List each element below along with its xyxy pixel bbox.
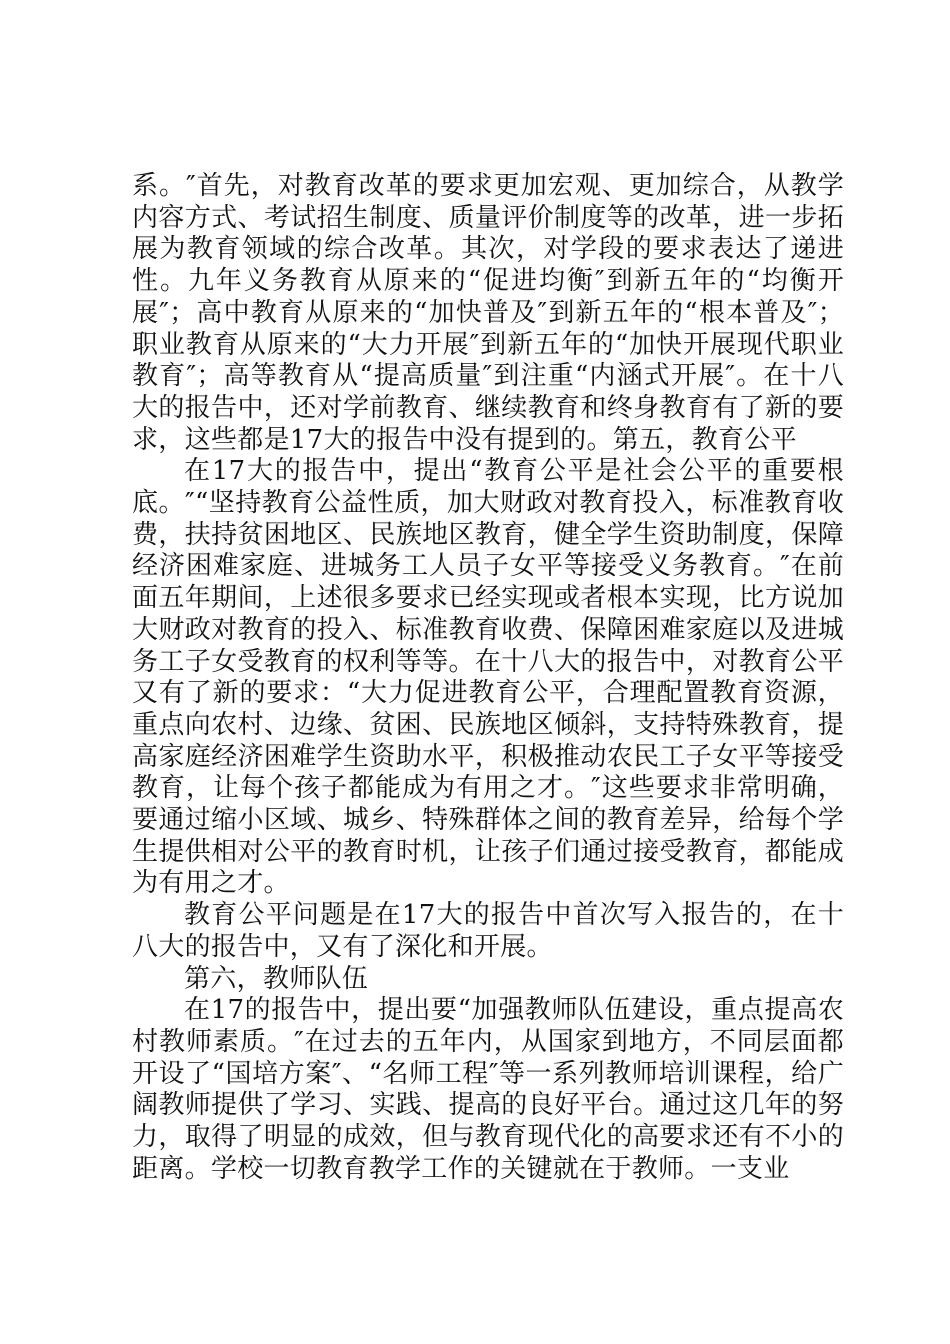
paragraph-fairness-summary: 教育公平问题是在17大的报告中首次写入报告的，在十八大的报告中，又有了深化和开展。 — [132, 900, 844, 962]
paragraph-teacher-team: 在17的报告中，提出要“加强教师队伍建设，重点提高农村教师素质。″在过去的五年内，从国家到地方，不同层面都开设了“国培方案″、“名师工程″等一系列教师培训课程，给广阔教师提供了学习、实践、提高的良好平台。通过这几年的努力，取得了明显的成效，但与教育现代化的高要求还有不小的距离。学校一切教育教学工作的关键就在于教师。一支业 — [132, 995, 844, 1184]
paragraph-education-fairness: 在17大的报告中，提出“教育公平是社会公平的重要根底。″“坚持教育公益性质，加大财政对教育投入，标准教育收费，扶持贫困地区、民族地区教育，健全学生资助制度，保障经济困难家庭、进城务工人员子女平等接受义务教育。″在前面五年期间，上述很多要求已经实现或者根本实现，比方说加大财政对教育的投入、标准教育收费、保障困难家庭以及进城务工子女受教育的权利等等。在十八大的报告中，对教育公平又有了新的要求：“大力促进教育公平，合理配置教育资源，重点向农村、边缘、贫困、民族地区倾斜，支持特殊教育，提高家庭经济困难学生资助水平，积极推动农民工子女平等接受教育，让每个孩子都能成为有用之才。″这些要求非常明确，要通过缩小区域、城乡、特殊群体之间的教育差异，给每个学生提供相对公平的教育时机，让孩子们通过接受教育，都能成为有用之才。 — [132, 456, 844, 899]
paragraph-education-reform: 系。″首先，对教育改革的要求更加宏观、更加综合，从教学内容方式、考试招生制度、质量评价制度等的改革，进一步拓展为教育领域的综合改革。其次，对学段的要求表达了递进性。九年义务教育从原来的“促进均衡″到新五年的“均衡开展″；高中教育从原来的“加快普及″到新五年的“根本普及″；职业教育从原来的“大力开展″到新五年的“加快开展现代职业教育″；高等教育从“提高质量″到注重“内涵式开展″。在十八大的报告中，还对学前教育、继续教育和终身教育有了新的要求，这些都是17大的报告中没有提到的。第五，教育公平 — [132, 171, 844, 455]
section-heading-teachers: 第六，教师队伍 — [184, 963, 369, 994]
document-body — [132, 171, 844, 1186]
